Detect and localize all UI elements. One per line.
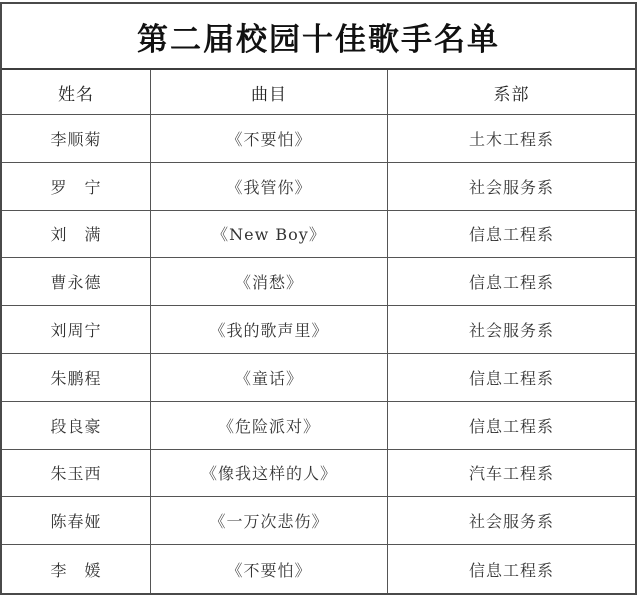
song-cell: 《New Boy》: [151, 211, 388, 259]
dept-cell: 汽车工程系: [388, 450, 635, 498]
song-cell: 《我的歌声里》: [151, 306, 388, 354]
name-cell: 陈春娅: [2, 497, 151, 545]
song-cell: 《消愁》: [151, 258, 388, 306]
name-cell: 曹永德: [2, 258, 151, 306]
name-cell: 朱鹏程: [2, 354, 151, 402]
dept-cell: 社会服务系: [388, 163, 635, 211]
song-cell: 《危险派对》: [151, 402, 388, 450]
dept-cell: 信息工程系: [388, 402, 635, 450]
dept-cell: 信息工程系: [388, 211, 635, 259]
song-cell: 《我管你》: [151, 163, 388, 211]
name-cell: 段良豪: [2, 402, 151, 450]
name-cell: 刘周宁: [2, 306, 151, 354]
dept-cell: 社会服务系: [388, 497, 635, 545]
name-cell: 李 媛: [2, 545, 151, 593]
song-cell: 《不要怕》: [151, 115, 388, 163]
dept-cell: 信息工程系: [388, 354, 635, 402]
song-cell: 《像我这样的人》: [151, 450, 388, 498]
name-cell: 罗 宁: [2, 163, 151, 211]
song-cell: 《不要怕》: [151, 545, 388, 593]
song-cell: 《一万次悲伤》: [151, 497, 388, 545]
singer-list-table: [0, 2, 637, 595]
dept-cell: 信息工程系: [468, 560, 554, 580]
dept-cell: 社会服务系: [388, 306, 635, 354]
song-cell: 《童话》: [151, 354, 388, 402]
page-title: 第二届校园十佳歌手名单: [2, 4, 635, 70]
column-header-dept: 系部: [388, 70, 635, 115]
dept-cell: 信息工程系: [388, 258, 635, 306]
name-cell: 李顺菊: [2, 115, 151, 163]
name-cell: 刘 满: [2, 211, 151, 259]
column-header-name: 姓名: [2, 70, 151, 115]
name-cell: 朱玉西: [2, 450, 151, 498]
dept-cell: 土木工程系: [388, 115, 635, 163]
column-header-song: 曲目: [151, 70, 388, 115]
